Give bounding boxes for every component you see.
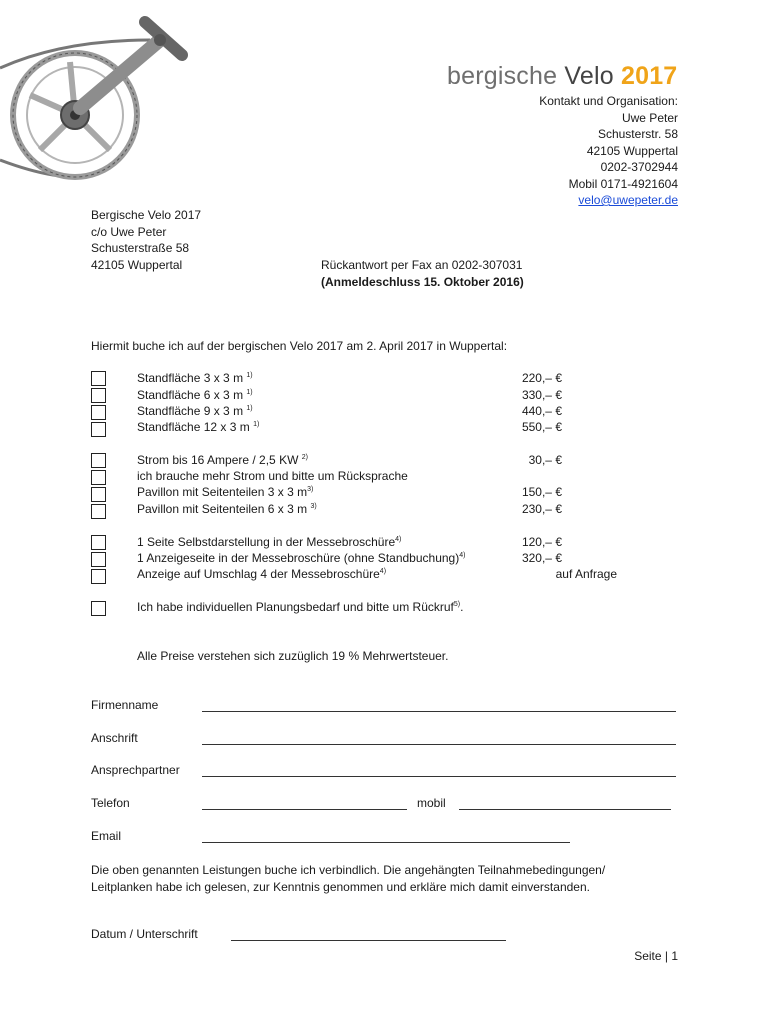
logo-part-bergische: bergische — [447, 62, 558, 90]
contact-name: Uwe Peter — [621, 110, 678, 125]
contact-phone: 0202-3702944 — [600, 160, 678, 174]
item-price: 230,– € — [521, 502, 562, 516]
contact-block — [539, 93, 678, 209]
agreement-line-2: Leitplanken habe ich gelesen, zur Kenntnis genommen und erkläre mich damit einverstanden. — [91, 879, 590, 894]
item-label: Standfläche 3 x 3 m $^{1)}$ — [137, 371, 253, 385]
company-input-line[interactable] — [202, 711, 676, 712]
signature-line[interactable] — [231, 940, 506, 941]
fax-line: Rückantwort per Fax an 0202-307031 — [321, 258, 523, 272]
field-label-contact-person: Ansprechpartner — [91, 763, 180, 777]
contact-email-link[interactable]: velo@uwepeter.de — [578, 193, 678, 207]
address-line-2: c/o Uwe Peter — [91, 224, 167, 239]
item-label: Strom bis 16 Ampere / 2,5 KW $^{2)}$ — [137, 453, 308, 467]
mobile-input-line[interactable] — [459, 809, 671, 810]
email-input-line[interactable] — [202, 842, 570, 843]
item-label: Pavillon mit Seitenteilen 3 x 3 $m^{3)}$ — [137, 485, 314, 499]
intro-text: Hiermit buche ich auf der bergischen Velo 2017 am 2. April 2017 in Wuppertal: — [91, 339, 508, 353]
item-label: 1 Seite Selbstdarstellung in der Messebroschüre$^{4)}$ — [137, 535, 402, 549]
logo-part-year: 2017 — [620, 62, 678, 90]
checkbox-selbstdarstellung[interactable] — [91, 535, 106, 550]
checkbox-standflaeche-6x3[interactable] — [91, 388, 106, 403]
agreement-text — [91, 862, 605, 895]
field-label-email: Email — [91, 829, 122, 843]
item-price: 320,– € — [521, 551, 562, 565]
checkbox-standflaeche-12x3[interactable] — [91, 422, 106, 437]
checkbox-standflaeche-9x3[interactable] — [91, 405, 106, 420]
field-label-phone: Telefon — [91, 796, 130, 810]
contact-city: 42105 Wuppertal — [586, 143, 678, 158]
item-label: ich brauche mehr Strom und bitte um Rücksprache — [137, 469, 408, 483]
address-line-1: Bergische Velo 2017 — [91, 208, 202, 222]
checkbox-pavillon-6x3[interactable] — [91, 504, 106, 519]
page-number: Seite | 1 — [634, 949, 678, 963]
checkbox-pavillon-3x3[interactable] — [91, 487, 106, 502]
item-price: 30,– € — [528, 453, 562, 467]
item-price: 150,– € — [521, 485, 562, 499]
item-price: 220,– € — [521, 371, 562, 385]
address-input-line[interactable] — [202, 744, 676, 745]
phone-input-line[interactable] — [202, 809, 407, 810]
checkbox-planungsbedarf[interactable] — [91, 601, 106, 616]
item-price: auf Anfrage — [555, 567, 617, 581]
contact-heading: Kontakt und Organisation: — [539, 94, 678, 108]
contact-street: Schusterstr. 58 — [597, 127, 678, 141]
event-logo — [447, 62, 677, 91]
item-label: Anzeige auf Umschlag 4 der Messebroschüre$^{4)}$ — [137, 567, 387, 581]
item-label: 1 Anzeigeseite in der Messebroschüre (ohne Standbuchung)$^{4)}$ — [137, 551, 466, 565]
checkbox-standflaeche-3x3[interactable] — [91, 371, 106, 386]
item-price: 330,– € — [521, 388, 562, 402]
recipient-address — [91, 207, 201, 273]
field-label-mobile: mobil — [417, 796, 446, 810]
item-label: Standfläche 9 x 3 m $^{1)}$ — [137, 404, 253, 418]
address-line-4: 42105 Wuppertal — [91, 257, 183, 272]
logo-part-velo: Velo — [564, 62, 614, 90]
item-price: 120,– € — [521, 535, 562, 549]
checkbox-anzeigeseite[interactable] — [91, 552, 106, 567]
contact-mobile: Mobil 0171-4921604 — [568, 176, 678, 191]
item-price: 440,– € — [521, 404, 562, 418]
signature-label: Datum / Unterschrift — [91, 927, 198, 941]
contact-person-input-line[interactable] — [202, 776, 676, 777]
field-label-address: Anschrift — [91, 731, 138, 745]
checkbox-umschlag[interactable] — [91, 569, 106, 584]
item-price: 550,– € — [521, 420, 562, 434]
checkbox-strom-16a[interactable] — [91, 453, 106, 468]
agreement-line-1: Die oben genannten Leistungen buche ich verbindlich. Die angehängten Teilnahmebedingungen/ — [91, 863, 606, 877]
crankset-illustration — [0, 0, 200, 200]
item-label: Ich habe individuellen Planungsbedarf und bitte um Rückruf$^{5)}$. — [137, 600, 464, 614]
deadline-line: (Anmeldeschluss 15. Oktober 2016) — [321, 274, 524, 289]
field-label-company: Firmenname — [91, 698, 159, 712]
fax-reply — [321, 257, 524, 290]
address-line-3: Schusterstraße 58 — [91, 241, 190, 255]
vat-note: Alle Preise verstehen sich zuzüglich 19 % Mehrwertsteuer. — [137, 649, 449, 663]
checkbox-more-power[interactable] — [91, 470, 106, 485]
item-label: Standfläche 12 x 3 m $^{1)}$ — [137, 420, 260, 434]
item-label: Standfläche 6 x 3 m $^{1)}$ — [137, 388, 253, 402]
item-label: Pavillon mit Seitenteilen 6 x 3 m $^{3)}$ — [137, 502, 317, 516]
